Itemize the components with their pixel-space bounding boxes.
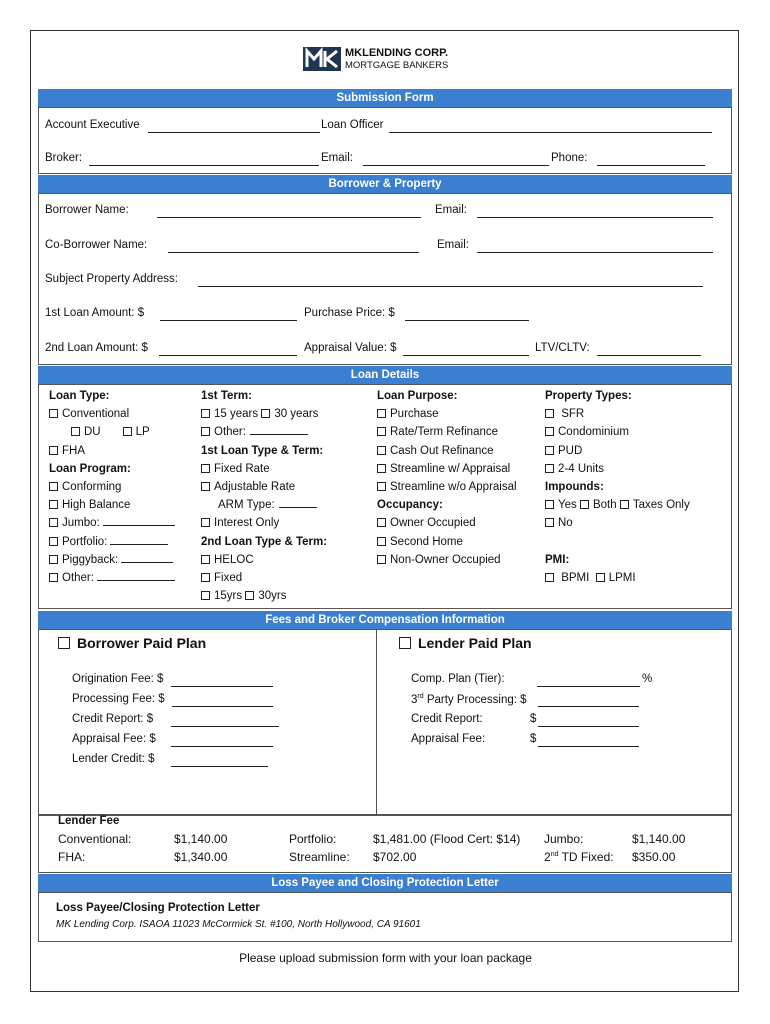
pmi-options: BPMI LPMI: [545, 569, 690, 587]
credit-report-label: Credit Report: $: [72, 713, 154, 725]
term-column: [201, 387, 327, 605]
15-years-checkbox[interactable]: [201, 409, 210, 418]
jumbo-field[interactable]: [103, 525, 175, 526]
term-other-option[interactable]: Other:: [201, 423, 327, 441]
bpmi-checkbox[interactable]: [545, 573, 554, 582]
loan-officer-field[interactable]: [389, 132, 712, 133]
du-checkbox[interactable]: [71, 427, 80, 436]
section-header-fees: Fees and Broker Compensation Information: [38, 611, 732, 629]
lender-credit-report-label: Credit Report:: [411, 713, 483, 725]
checkbox-icon[interactable]: [201, 555, 210, 564]
adjustable-rate-option[interactable]: Adjustable Rate: [201, 478, 327, 496]
checkbox-icon[interactable]: [49, 573, 58, 582]
appraisal-fee-label: Appraisal Fee: $: [72, 733, 156, 745]
first-term-heading: 1st Term:: [201, 390, 252, 402]
streamline-fee-value: $702.00: [373, 850, 417, 864]
jumbo-fee-label: Jumbo:: [544, 832, 584, 846]
broker-label: Broker:: [45, 152, 83, 164]
checkbox-icon[interactable]: [377, 427, 386, 436]
yes-checkbox[interactable]: [545, 500, 554, 509]
loan-purpose-column: [377, 387, 517, 569]
checkbox-icon[interactable]: [377, 555, 386, 564]
third-party-processing-label: 3rd Party Processing: $: [411, 693, 527, 706]
co-borrower-name-label: Co-Borrower Name:: [45, 239, 148, 251]
no-impounds-option[interactable]: No: [545, 514, 690, 532]
second-home-option[interactable]: Second Home: [377, 533, 517, 551]
purchase-price-label: Purchase Price: $: [304, 307, 395, 319]
second-loan-type-term-heading: 2nd Loan Type & Term:: [201, 535, 328, 548]
percent-sign: %: [642, 673, 653, 685]
borrower-name-field[interactable]: [157, 217, 421, 218]
checkbox-icon[interactable]: [545, 427, 554, 436]
condominium-option[interactable]: Condominium: [545, 423, 690, 441]
rate-term-refinance-option[interactable]: Rate/Term Refinance: [377, 423, 517, 441]
fixed-option[interactable]: Fixed: [201, 569, 327, 587]
conventional-fee-label: Conventional:: [58, 832, 132, 846]
other-program-option[interactable]: Other:: [49, 569, 175, 587]
interest-only-option[interactable]: Interest Only: [201, 514, 327, 532]
processing-fee-label: Processing Fee: $: [72, 693, 165, 705]
arm-type-row: ARM Type:: [201, 496, 327, 514]
owner-occupied-option[interactable]: Owner Occupied: [377, 514, 517, 532]
impounds-heading: Impounds:: [545, 481, 604, 494]
third-party-processing-field[interactable]: [538, 706, 639, 707]
checkbox-icon[interactable]: [377, 537, 386, 546]
borrower-paid-plan-option[interactable]: Borrower Paid Plan: [58, 635, 206, 651]
checkbox-icon[interactable]: [49, 482, 58, 491]
checkbox-icon[interactable]: [545, 409, 554, 418]
fha-fee-label: FHA:: [58, 850, 86, 864]
du-lp-options: DU LP: [49, 423, 175, 441]
term-other-field[interactable]: [250, 434, 308, 435]
property-type-column: [545, 387, 690, 587]
mk-logo-icon: [303, 47, 341, 71]
cash-out-refinance-option[interactable]: Cash Out Refinance: [377, 442, 517, 460]
checkbox-icon[interactable]: [58, 637, 70, 649]
checkbox-icon[interactable]: [377, 409, 386, 418]
conventional-option[interactable]: Conventional: [49, 405, 175, 423]
checkbox-icon[interactable]: [377, 446, 386, 455]
loan-purpose-heading: Loan Purpose:: [377, 390, 458, 402]
heloc-option[interactable]: HELOC: [201, 551, 327, 569]
fha-option[interactable]: FHA: [49, 442, 175, 460]
subject-property-address-label: Subject Property Address:: [45, 273, 178, 285]
pud-option[interactable]: PUD: [545, 442, 690, 460]
origination-fee-label: Origination Fee: $: [72, 673, 164, 685]
units-option[interactable]: 2-4 Units: [545, 460, 690, 478]
fha-fee-value: $1,340.00: [174, 850, 228, 864]
borrower-name-label: Borrower Name:: [45, 204, 129, 216]
ltv-cltv-label: LTV/CLTV:: [535, 342, 590, 354]
section-header-loss-payee: Loss Payee and Closing Protection Letter: [38, 874, 732, 892]
term-years-options: 15 years 30 years: [201, 405, 327, 423]
second-td-fixed-label: 2nd TD Fixed:: [544, 850, 614, 864]
portfolio-fee-label: Portfolio:: [289, 832, 337, 846]
high-balance-option[interactable]: High Balance: [49, 496, 175, 514]
lender-credit-report-dollar: $: [530, 713, 537, 725]
phone-label: Phone:: [551, 152, 588, 164]
checkbox-icon[interactable]: [49, 409, 58, 418]
loss-payee-address: MK Lending Corp. ISAOA 11023 McCormick St. #100, North Hollywood, CA 91601: [56, 919, 421, 930]
borrower-email-label: Email:: [435, 204, 467, 216]
lender-appraisal-fee-field[interactable]: [538, 746, 639, 747]
checkbox-icon[interactable]: [377, 518, 386, 527]
checkbox-icon[interactable]: [49, 537, 58, 546]
occupancy-heading: Occupancy:: [377, 499, 443, 512]
logo-company-name: MKLENDING CORP.: [345, 47, 449, 59]
co-borrower-email-label: Email:: [437, 239, 469, 251]
streamline-without-appraisal-option[interactable]: Streamline w/o Appraisal: [377, 478, 517, 496]
appraisal-value-label: Appraisal Value: $: [304, 342, 397, 354]
fixed-rate-option[interactable]: Fixed Rate: [201, 460, 327, 478]
checkbox-icon[interactable]: [399, 637, 411, 649]
pmi-heading: PMI:: [545, 553, 570, 566]
lender-credit-report-field[interactable]: [538, 726, 639, 727]
account-executive-field[interactable]: [148, 132, 320, 133]
sfr-option[interactable]: SFR: [545, 405, 690, 423]
lender-appraisal-fee-label: Appraisal Fee:: [411, 733, 486, 745]
origination-fee-field[interactable]: [171, 686, 273, 687]
comp-plan-label: Comp. Plan (Tier):: [411, 673, 505, 685]
conventional-fee-value: $1,140.00: [174, 832, 228, 846]
loan-officer-label: Loan Officer: [321, 119, 384, 131]
section-header-loan-details: Loan Details: [38, 366, 732, 384]
checkbox-icon[interactable]: [49, 518, 58, 527]
impounds-options: Yes Both Taxes Only: [545, 496, 690, 514]
both-checkbox[interactable]: [580, 500, 589, 509]
30-years-checkbox[interactable]: [261, 409, 270, 418]
second-loan-amount-field[interactable]: [159, 355, 297, 356]
taxes-only-checkbox[interactable]: [620, 500, 629, 509]
piggyback-field[interactable]: [121, 562, 173, 563]
checkbox-icon[interactable]: [201, 427, 210, 436]
checkbox-icon[interactable]: [545, 518, 554, 527]
loan-type-column: [49, 387, 175, 587]
first-loan-amount-label: 1st Loan Amount: $: [45, 307, 145, 319]
checkbox-icon[interactable]: [201, 518, 210, 527]
15yrs-checkbox[interactable]: [201, 591, 210, 600]
checkbox-icon[interactable]: [49, 446, 58, 455]
section-header-submission: Submission Form: [38, 89, 732, 107]
second-loan-amount-label: 2nd Loan Amount: $: [45, 342, 148, 354]
checkbox-icon[interactable]: [545, 464, 554, 473]
checkbox-icon[interactable]: [49, 555, 58, 564]
portfolio-fee-value: $1,481.00 (Flood Cert: $14): [373, 832, 521, 846]
subject-property-address-field[interactable]: [198, 286, 703, 287]
section-header-borrower: Borrower & Property: [38, 175, 732, 193]
borrower-email-field[interactable]: [477, 217, 713, 218]
upload-instruction: Please upload submission form with your loan package: [239, 951, 532, 965]
portfolio-field[interactable]: [110, 544, 168, 545]
first-loan-amount-field[interactable]: [160, 320, 297, 321]
purchase-option[interactable]: Purchase: [377, 405, 517, 423]
streamline-with-appraisal-option[interactable]: Streamline w/ Appraisal: [377, 460, 517, 478]
checkbox-icon[interactable]: [545, 446, 554, 455]
checkbox-icon[interactable]: [377, 464, 386, 473]
piggyback-option[interactable]: Piggyback:: [49, 551, 175, 569]
loss-payee-box: [38, 892, 732, 942]
account-executive-label: Account Executive: [45, 119, 140, 131]
submission-email-field[interactable]: [363, 165, 549, 166]
lpmi-checkbox[interactable]: [596, 573, 605, 582]
checkbox-icon[interactable]: [201, 482, 210, 491]
30yrs-checkbox[interactable]: [245, 591, 254, 600]
first-loan-type-term-heading: 1st Loan Type & Term:: [201, 444, 324, 457]
submission-form-page: [30, 30, 739, 992]
phone-field[interactable]: [597, 165, 705, 166]
other-program-field[interactable]: [97, 580, 175, 581]
co-borrower-email-field[interactable]: [477, 252, 713, 253]
loan-program-heading: Loan Program:: [49, 462, 131, 475]
processing-fee-field[interactable]: [172, 706, 273, 707]
lender-paid-plan-option[interactable]: Lender Paid Plan: [399, 635, 532, 651]
credit-report-field[interactable]: [171, 726, 279, 727]
loss-payee-title: Loss Payee/Closing Protection Letter: [56, 902, 260, 914]
checkbox-icon[interactable]: [49, 500, 58, 509]
second-term-years-options: 15yrs 30yrs: [201, 587, 327, 605]
broker-field[interactable]: [89, 165, 319, 166]
fees-divider: [376, 629, 377, 815]
ltv-cltv-field[interactable]: [597, 355, 701, 356]
checkbox-icon[interactable]: [201, 464, 210, 473]
lender-appraisal-fee-dollar: $: [530, 733, 537, 745]
conforming-option[interactable]: Conforming: [49, 478, 175, 496]
jumbo-option[interactable]: Jumbo:: [49, 514, 175, 532]
loan-type-heading: Loan Type:: [49, 390, 110, 402]
comp-plan-field[interactable]: [537, 686, 640, 687]
checkbox-icon[interactable]: [201, 573, 210, 582]
lender-credit-field[interactable]: [171, 766, 268, 767]
appraisal-value-field[interactable]: [403, 355, 529, 356]
checkbox-icon[interactable]: [377, 482, 386, 491]
non-owner-occupied-option[interactable]: Non-Owner Occupied: [377, 551, 517, 569]
co-borrower-name-field[interactable]: [168, 252, 419, 253]
lp-checkbox[interactable]: [123, 427, 132, 436]
purchase-price-field[interactable]: [405, 320, 529, 321]
arm-type-field[interactable]: [279, 507, 317, 508]
lender-credit-label: Lender Credit: $: [72, 753, 155, 765]
lender-fee-title: Lender Fee: [58, 815, 120, 827]
jumbo-fee-value: $1,140.00: [632, 832, 686, 846]
property-types-heading: Property Types:: [545, 390, 632, 402]
portfolio-option[interactable]: Portfolio:: [49, 533, 175, 551]
second-td-fixed-value: $350.00: [632, 850, 676, 864]
submission-box: [38, 107, 732, 174]
appraisal-fee-field[interactable]: [171, 746, 273, 747]
submission-email-label: Email:: [321, 152, 353, 164]
streamline-fee-label: Streamline:: [289, 850, 350, 864]
logo-tagline: MORTGAGE BANKERS: [345, 60, 449, 71]
